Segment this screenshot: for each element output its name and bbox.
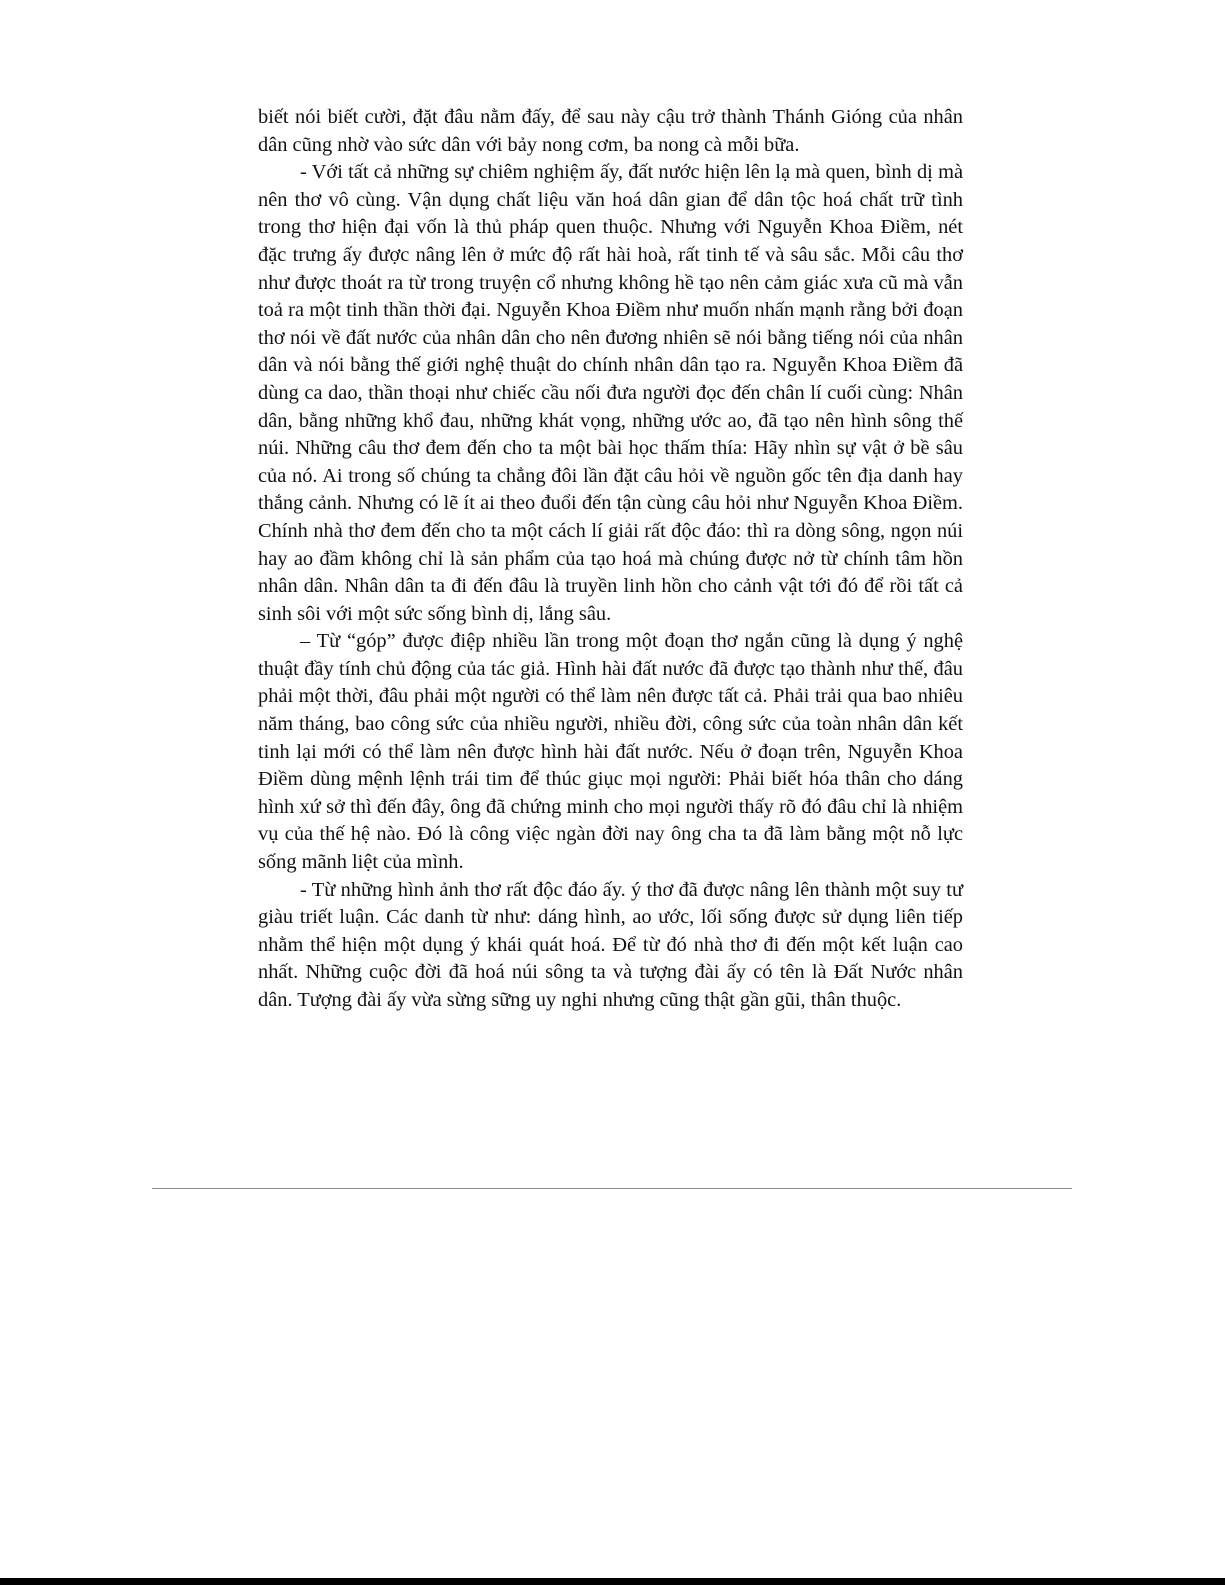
paragraph-continuation: biết nói biết cười, đặt đâu nằm đấy, để sau này cậu trở thành Thánh Gióng của nhân dân cũng nhờ vào sức dân với bảy nong cơm, ba nong cà mỗi bữa. [258, 106, 963, 156]
page-divider [152, 1188, 1072, 1189]
paragraph-gop-repetition: – Từ “góp” được điệp nhiều lần trong một đoạn thơ ngắn cũng là dụng ý nghệ thuật đầy tính chủ động của tác giả. Hình hài đất nước đã được tạo thành như thế, đâu phải một thời, đâu phải một người có thể làm nên được tất cả. Phải trải qua bao nhiêu năm tháng, bao công sức của nhiều người, nhiều đời, công sức của toàn nhân dân kết tinh lại mới có thể làm nên được hình hài đất nước. Nếu ở đoạn trên, Nguyễn Khoa Điềm dùng mệnh lệnh trái tim để thúc giục mọi người: Phải biết hóa thân cho dáng hình xứ sở thì đến đây, ông đã chứng minh cho mọi người thấy rõ đó đâu chỉ là nhiệm vụ của thế hệ nào. Đó là công việc ngàn đời nay ông cha ta đã làm bằng một nỗ lực sống mãnh liệt của mình. [258, 630, 963, 874]
document-body [258, 104, 963, 1015]
bottom-edge-bar [0, 1578, 1225, 1585]
paragraph-folk-culture: - Với tất cả những sự chiêm nghiệm ấy, đất nước hiện lên lạ mà quen, bình dị mà nên thơ vô cùng. Vận dụng chất liệu văn hoá dân gian để dân tộc hoá chất trữ tình trong thơ hiện đại vốn là thủ pháp quen thuộc. Nhưng với Nguyễn Khoa Điềm, nét đặc trưng ấy được nâng lên ở mức độ rất hài hoà, rất tinh tế và sâu sắc. Mỗi câu thơ như được thoát ra từ trong truyện cổ nhưng không hề tạo nên cảm giác xưa cũ mà vẫn toả ra một tinh thần thời đại. Nguyễn Khoa Điềm như muốn nhấn mạnh rằng bởi đoạn thơ nói về đất nước của nhân dân cho nên đương nhiên sẽ nói bằng tiếng nói của nhân dân và nói bằng thế giới nghệ thuật do chính nhân dân tạo ra. Nguyễn Khoa Điềm đã dùng ca dao, thần thoại như chiếc cầu nối đưa người đọc đến chân lí cuối cùng: Nhân dân, bằng những khổ đau, những khát vọng, những ước ao, đã tạo nên hình sông thế núi. Những câu thơ đem đến cho ta một bài học thấm thía: Hãy nhìn sự vật ở bề sâu của nó. Ai trong số chúng ta chẳng đôi lần đặt câu hỏi về nguồn gốc tên địa danh hay thắng cảnh. Nhưng có lẽ ít ai theo đuổi đến tận cùng câu hỏi như Nguyễn Khoa Điềm. Chính nhà thơ đem đến cho ta một cách lí giải rất độc đáo: thì ra dòng sông, ngọn núi hay ao đầm không chỉ là sản phẩm của tạo hoá mà chúng được nở từ chính tâm hồn nhân dân. Nhân dân ta đi đến đâu là truyền linh hồn cho cảnh vật tới đó để rồi tất cả sinh sôi với một sức sống bình dị, lắng sâu. [258, 161, 963, 625]
paragraph-conclusion: - Từ những hình ảnh thơ rất độc đáo ấy. ý thơ đã được nâng lên thành một suy tư giàu triết luận. Các danh từ như: dáng hình, ao ước, lối sống được sử dụng liên tiếp nhằm thể hiện một dụng ý khái quát hoá. Để từ đó nhà thơ đi đến một kết luận cao nhất. Những cuộc đời đã hoá núi sông ta và tượng đài ấy có tên là Đất Nước nhân dân. Tượng đài ấy vừa sừng sững uy nghi nhưng cũng thật gần gũi, thân thuộc. [258, 878, 963, 1011]
